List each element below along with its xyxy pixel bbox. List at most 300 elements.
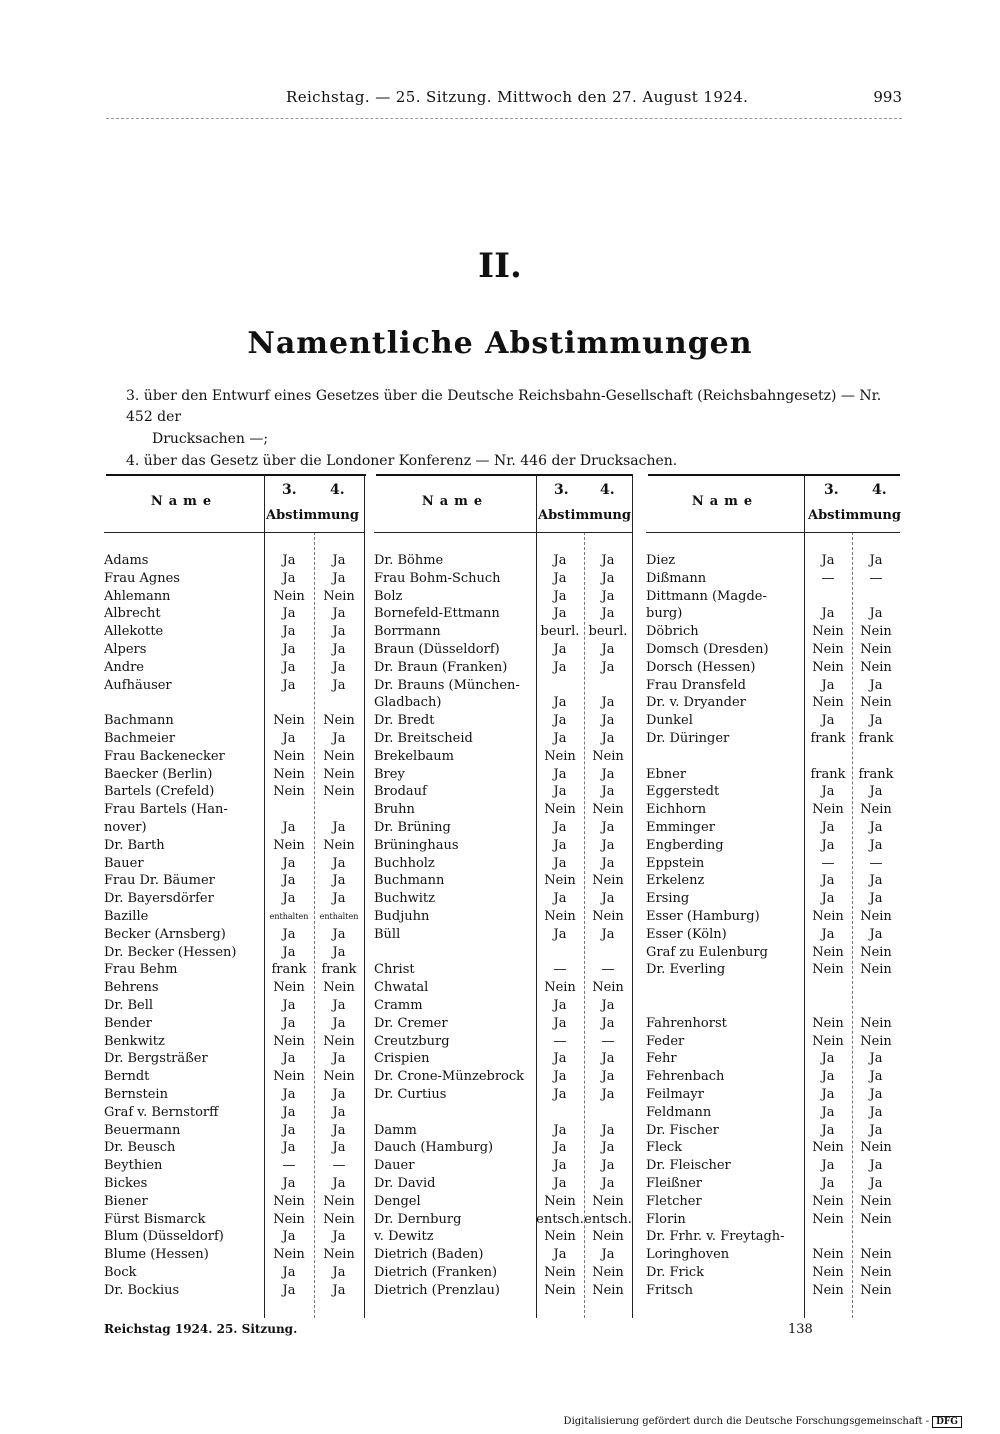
vote-3-value: Nein	[812, 642, 844, 657]
member-name: Dr. Fischer	[646, 1122, 719, 1138]
table-row	[104, 1086, 364, 1104]
member-name: Dauch (Hamburg)	[374, 1140, 494, 1156]
vote-4-value: enthalten	[319, 912, 359, 921]
table-row	[104, 1175, 364, 1193]
abstimmung-header: Abstimmung	[538, 508, 631, 523]
vote-3-value: frank	[810, 731, 846, 746]
vote-3-value: Ja	[282, 553, 296, 568]
vote-3-value: Ja	[553, 1140, 567, 1156]
vote-4-value: Ja	[869, 606, 883, 622]
table-row	[646, 890, 900, 908]
member-name: Esser (Hamburg)	[646, 909, 760, 924]
table-row	[104, 570, 364, 588]
vote-4-value: Ja	[869, 1051, 883, 1067]
vote-4-value: Ja	[601, 926, 615, 942]
vote-3-value: entsch.	[536, 1211, 584, 1227]
table-row	[374, 1193, 632, 1211]
vote-column-3	[646, 474, 900, 1318]
vote-3-value: Ja	[553, 820, 567, 835]
vote-3-value: Nein	[544, 980, 576, 996]
table-row	[104, 766, 364, 784]
vote-3-value: Ja	[553, 1122, 567, 1138]
vote-4-value: —	[332, 1158, 346, 1174]
table-row	[646, 855, 900, 873]
vote-3-value: Ja	[553, 855, 567, 871]
member-name: Bolz	[374, 588, 403, 604]
table-row	[104, 837, 364, 855]
member-name: Büll	[374, 926, 401, 942]
vote-3-value: Ja	[282, 642, 296, 657]
intro-item-3-cont: Drucksachen —;	[152, 431, 269, 447]
vote-4-value: Ja	[601, 659, 615, 675]
vote-4-value: —	[869, 570, 883, 586]
vote-3-value: Ja	[282, 873, 296, 889]
vote-4-value: Nein	[860, 1015, 892, 1031]
intro-item-4: 4. über das Gesetz über die Londoner Konferenz — Nr. 446 der Drucksachen.	[126, 453, 678, 469]
member-name: Beythien	[104, 1158, 163, 1174]
header-rule	[646, 532, 900, 533]
table-row	[104, 908, 364, 926]
vote-4-value: Ja	[869, 1104, 883, 1120]
name-header: Name	[150, 494, 218, 509]
member-name: Fritsch	[646, 1282, 693, 1298]
vote-3-value: —	[553, 1033, 567, 1049]
vote-3-value: frank	[271, 962, 307, 978]
vote-4-value: Ja	[601, 1247, 615, 1263]
vote-3-value: Nein	[544, 748, 576, 764]
table-row	[374, 1175, 632, 1193]
member-name: Eggerstedt	[646, 784, 720, 800]
table-row	[646, 677, 900, 695]
table-row	[104, 783, 364, 801]
table-row	[374, 766, 632, 784]
vote-4-value: Ja	[332, 1051, 346, 1067]
member-name: Benkwitz	[104, 1033, 165, 1049]
vote-4-value: Nein	[860, 944, 892, 960]
vote-4-value: Ja	[332, 891, 346, 907]
footer-sitting: Reichstag 1924. 25. Sitzung.	[104, 1322, 298, 1336]
member-name: Bartels (Crefeld)	[104, 784, 215, 800]
vote-3-value: Ja	[282, 659, 296, 675]
table-row	[374, 1122, 632, 1140]
table-row	[104, 997, 364, 1015]
intro-item-3: 3. über den Entwurf eines Gesetzes über die Deutsche Reichsbahn-Gesellschaft (Reichsbahngesetz) — Nr. 452 der	[126, 388, 882, 425]
member-name: Alpers	[104, 642, 147, 657]
vote-3-value: Nein	[273, 748, 305, 764]
vote-3-value: Ja	[821, 1176, 835, 1191]
table-row	[374, 1050, 632, 1068]
table-row	[104, 1104, 364, 1122]
member-name: Buchholz	[374, 855, 435, 871]
vote-4-value: Ja	[332, 1229, 346, 1245]
vote-3-value: Ja	[282, 1176, 296, 1191]
member-name: Dr. Dernburg	[374, 1211, 462, 1227]
vote-3-value: Ja	[553, 588, 567, 604]
table-row	[374, 748, 632, 766]
table-row	[104, 1033, 364, 1051]
member-name: Frau Behm	[104, 962, 178, 978]
vote-3-value: Nein	[812, 962, 844, 978]
vote-4-value: Nein	[323, 748, 355, 764]
table-row	[646, 1068, 900, 1086]
vote-4-value: Ja	[869, 1158, 883, 1174]
vote-4-value: entsch.	[584, 1211, 632, 1227]
member-name: Blume (Hessen)	[104, 1247, 209, 1263]
vote-3-value: Nein	[812, 659, 844, 675]
vote-4-value: Ja	[601, 820, 615, 835]
table-row	[646, 1228, 900, 1246]
table-row	[104, 819, 364, 837]
vote-4-value: Ja	[869, 926, 883, 942]
vote-4-value: Nein	[323, 1211, 355, 1227]
vote-3-value: Ja	[282, 855, 296, 871]
vote-3-value: Ja	[821, 606, 835, 622]
vote-3-value: Ja	[553, 784, 567, 800]
table-row	[646, 961, 900, 979]
table-row	[646, 1175, 900, 1193]
header-rule	[104, 532, 364, 533]
vote-3-value: Ja	[821, 1104, 835, 1120]
table-row	[104, 1264, 364, 1282]
member-name: Frau Backenecker	[104, 748, 225, 764]
vote-4-value: Nein	[323, 784, 355, 800]
member-name: Bernstein	[104, 1087, 168, 1102]
vote-3-value: Nein	[273, 980, 305, 996]
vote-4-value: Ja	[332, 944, 346, 960]
vote-4-value: Ja	[601, 855, 615, 871]
vote-4-value: Nein	[860, 909, 892, 924]
member-name: Bruhn	[374, 802, 415, 818]
vote-4-value: Ja	[869, 820, 883, 835]
table-row	[104, 1228, 364, 1246]
vote-4-value: Nein	[323, 588, 355, 604]
table-row	[646, 1050, 900, 1068]
vote-3-value: enthalten	[269, 912, 309, 921]
vote-4-value: Ja	[332, 1122, 346, 1138]
table-row	[374, 1068, 632, 1086]
member-name: Bender	[104, 1015, 152, 1031]
member-name: Feilmayr	[646, 1087, 704, 1102]
vote-4-value: beurl.	[588, 624, 628, 640]
vote-3-value: Ja	[282, 1229, 296, 1245]
vote-4-value: Ja	[601, 553, 615, 568]
table-row	[374, 926, 632, 944]
member-name: Christ	[374, 962, 415, 978]
vote-3-value: Nein	[544, 802, 576, 818]
vote-4-value: Ja	[332, 1087, 346, 1102]
table-row	[374, 819, 632, 837]
table-row	[374, 783, 632, 801]
vote-4-header: 4.	[872, 482, 887, 498]
vote-3-value: Ja	[282, 926, 296, 942]
vote-3-value: Ja	[282, 731, 296, 746]
vote-3-value: Nein	[273, 1033, 305, 1049]
table-row	[104, 1139, 364, 1157]
member-name: Ahlemann	[104, 588, 171, 604]
vote-4-value: frank	[321, 962, 357, 978]
member-name: Baecker (Berlin)	[104, 766, 213, 782]
vote-3-value: Ja	[282, 1015, 296, 1031]
table-row	[374, 855, 632, 873]
member-name: Dr. Bockius	[104, 1282, 180, 1298]
vote-4-value: Ja	[601, 1140, 615, 1156]
vote-4-value: Nein	[860, 1033, 892, 1049]
member-name: Dr. Everling	[646, 962, 726, 978]
section-title: Namentliche Abstimmungen	[247, 326, 753, 361]
vote-3-value: Nein	[812, 944, 844, 960]
table-row	[104, 748, 364, 766]
vote-4-value: Ja	[601, 1069, 615, 1085]
member-name: Fleißner	[646, 1176, 702, 1191]
member-name: Dietrich (Baden)	[374, 1247, 484, 1263]
member-name: Dißmann	[646, 570, 707, 586]
table-row	[374, 872, 632, 890]
vote-4-value: Ja	[601, 1015, 615, 1031]
vote-4-value: Ja	[332, 855, 346, 871]
member-name: Biener	[104, 1193, 148, 1209]
intro-text	[126, 386, 902, 473]
vote-3-value: Nein	[273, 784, 305, 800]
member-name: Fletcher	[646, 1193, 702, 1209]
column-divider	[364, 474, 365, 1318]
table-row	[646, 766, 900, 784]
vote-column-1	[104, 474, 364, 1318]
member-name: Dr. David	[374, 1176, 436, 1191]
vote-4-value: Ja	[601, 606, 615, 622]
vote-3-value: Ja	[821, 1087, 835, 1102]
vote-4-value: Nein	[323, 1247, 355, 1263]
table-row	[374, 605, 632, 623]
member-name: Gladbach)	[374, 695, 442, 711]
member-name: Fehrenbach	[646, 1069, 725, 1085]
table-row	[374, 588, 632, 606]
member-name: Ersing	[646, 891, 690, 907]
vote-3-value: Ja	[553, 1051, 567, 1067]
vote-4-value: Ja	[869, 553, 883, 568]
vote-3-header: 3.	[824, 482, 839, 498]
vote-3-value: Ja	[553, 606, 567, 622]
table-row	[374, 979, 632, 997]
vote-4-value: Ja	[601, 642, 615, 657]
vote-3-value: Ja	[553, 837, 567, 853]
vote-3-value: Ja	[553, 1015, 567, 1031]
vote-4-value: Ja	[332, 873, 346, 889]
vote-3-value: Nein	[812, 909, 844, 924]
vote-3-value: Ja	[821, 677, 835, 693]
vote-3-value: Ja	[553, 891, 567, 907]
table-row	[374, 1246, 632, 1264]
vote-4-value: Ja	[332, 553, 346, 568]
vote-4-value: frank	[858, 731, 894, 746]
vote-4-value: Nein	[860, 659, 892, 675]
vote-4-value: Ja	[869, 891, 883, 907]
member-name: Ebner	[646, 766, 687, 782]
table-row	[104, 588, 364, 606]
table-row	[374, 694, 632, 712]
vote-4-value: Nein	[860, 1140, 892, 1156]
table-row	[374, 1157, 632, 1175]
vote-3-value: Ja	[553, 713, 567, 729]
member-name: Borrmann	[374, 624, 441, 640]
vote-4-value: Ja	[869, 1176, 883, 1191]
vote-3-value: Nein	[544, 873, 576, 889]
table-row	[374, 961, 632, 979]
vote-4-value: Ja	[869, 713, 883, 729]
vote-column-2	[374, 474, 632, 1318]
vote-3-value: Ja	[553, 1158, 567, 1174]
vote-4-value: Nein	[592, 1265, 624, 1280]
member-name: Feder	[646, 1033, 685, 1049]
table-row	[646, 1122, 900, 1140]
table-row	[374, 801, 632, 819]
table-row	[104, 659, 364, 677]
member-name: Budjuhn	[374, 909, 430, 924]
vote-4-header: 4.	[600, 482, 615, 498]
member-name: Dr. v. Dryander	[646, 695, 746, 711]
vote-4-header: 4.	[330, 482, 345, 498]
vote-4-value: Nein	[860, 642, 892, 657]
table-row	[374, 908, 632, 926]
vote-4-value: Ja	[332, 1015, 346, 1031]
vote-3-value: Ja	[282, 998, 296, 1013]
member-name: Bachmann	[104, 713, 174, 729]
vote-4-value: Ja	[332, 731, 346, 746]
member-name: Döbrich	[646, 624, 699, 640]
table-row	[374, 623, 632, 641]
vote-4-value: Nein	[860, 1211, 892, 1227]
member-name: Florin	[646, 1211, 686, 1227]
vote-4-value: Ja	[601, 570, 615, 586]
vote-3-value: Nein	[544, 1229, 576, 1245]
vote-number-header	[872, 482, 887, 498]
vote-4-value: Ja	[869, 1122, 883, 1138]
vote-4-value: Ja	[601, 1158, 615, 1174]
vote-3-value: Nein	[544, 909, 576, 924]
member-name: Fleck	[646, 1140, 683, 1156]
vote-3-value: Nein	[812, 802, 844, 818]
vote-4-value: Ja	[601, 784, 615, 800]
table-row	[104, 926, 364, 944]
vote-3-value: Ja	[553, 553, 567, 568]
member-name: Creutzburg	[374, 1033, 450, 1049]
member-name: Graf v. Bernstorff	[104, 1104, 219, 1120]
vote-3-value: Ja	[282, 570, 296, 586]
table-row	[104, 855, 364, 873]
vote-3-value: Ja	[282, 624, 296, 640]
table-row	[104, 1068, 364, 1086]
table-row	[374, 659, 632, 677]
table-row	[646, 819, 900, 837]
member-name: Dr. Frhr. v. Freytagh-	[646, 1229, 785, 1245]
member-name: Bachmeier	[104, 731, 176, 746]
member-name: Fehr	[646, 1051, 677, 1067]
table-row	[374, 1033, 632, 1051]
vote-4-value: Nein	[592, 980, 624, 996]
table-row	[646, 926, 900, 944]
member-name: Beuermann	[104, 1122, 181, 1138]
vote-4-value: Ja	[332, 1176, 346, 1191]
member-name: Dr. Bergsträßer	[104, 1051, 208, 1067]
member-name: Dr. Breitscheid	[374, 731, 473, 746]
vote-4-value: Ja	[601, 1122, 615, 1138]
member-name: Fürst Bismarck	[104, 1211, 206, 1227]
member-name: Graf zu Eulenburg	[646, 944, 768, 960]
dfg-logo: DFG	[932, 1416, 962, 1428]
vote-4-value: Ja	[601, 998, 615, 1013]
vote-3-value: Nein	[812, 1140, 844, 1156]
vote-number-header	[554, 482, 569, 498]
running-title: Reichstag. — 25. Sitzung. Mittwoch den 27. August 1924.	[286, 88, 749, 106]
member-name: Dr. Bredt	[374, 713, 435, 729]
vote-4-value: Ja	[601, 1051, 615, 1067]
vote-4-value: Nein	[860, 1193, 892, 1209]
member-name: Dr. Becker (Hessen)	[104, 944, 237, 960]
vote-4-value: Nein	[592, 909, 624, 924]
member-name: Frau Bohm-Schuch	[374, 570, 501, 586]
member-name: Dr. Braun (Franken)	[374, 659, 508, 675]
table-row	[104, 1282, 364, 1300]
table-row	[374, 890, 632, 908]
vote-3-value: Nein	[812, 624, 844, 640]
table-row	[646, 641, 900, 659]
vote-4-value: Nein	[860, 802, 892, 818]
table-row	[646, 605, 900, 623]
vote-3-value: Nein	[273, 766, 305, 782]
table-row	[104, 623, 364, 641]
table-row	[104, 890, 364, 908]
table-row	[646, 1246, 900, 1264]
table-row	[104, 979, 364, 997]
vote-3-value: Ja	[282, 1282, 296, 1298]
vote-3-value: Ja	[282, 1265, 296, 1280]
abstimmung-header: Abstimmung	[808, 508, 901, 523]
member-name: Dauer	[374, 1158, 415, 1174]
member-name: Bornefeld-Ettmann	[374, 606, 500, 622]
member-name: Dr. Brüning	[374, 820, 451, 835]
member-name: Feldmann	[646, 1104, 712, 1120]
member-name: Becker (Arnsberg)	[104, 926, 226, 942]
member-name: Domsch (Dresden)	[646, 642, 769, 657]
vote-3-value: Ja	[821, 1051, 835, 1067]
table-row	[104, 730, 364, 748]
vote-4-value: Ja	[332, 606, 346, 622]
signature-number: 138	[788, 1322, 813, 1337]
table-row	[104, 1211, 364, 1229]
table-row	[646, 623, 900, 641]
vote-3-value: Nein	[273, 1247, 305, 1263]
vote-4-value: Ja	[332, 1265, 346, 1280]
digitization-credit	[564, 1416, 962, 1428]
name-header: Name	[421, 494, 489, 509]
vote-3-value: Nein	[812, 1265, 844, 1280]
vote-3-value: Ja	[821, 926, 835, 942]
member-name: Fahrenhorst	[646, 1015, 727, 1031]
table-row	[646, 1193, 900, 1211]
table-row	[646, 1282, 900, 1300]
vote-4-value: Nein	[592, 1193, 624, 1209]
table-row	[646, 694, 900, 712]
vote-3-value: Ja	[553, 1069, 567, 1085]
vote-4-value: Ja	[332, 677, 346, 693]
vote-4-value: Ja	[601, 588, 615, 604]
member-name: Dr. Düringer	[646, 731, 730, 746]
vote-3-value: Ja	[553, 570, 567, 586]
vote-3-value: Ja	[553, 766, 567, 782]
member-name: Dittmann (Magde-	[646, 588, 767, 604]
vote-4-value: Ja	[332, 659, 346, 675]
vote-3-value: Ja	[821, 1158, 835, 1174]
member-name: nover)	[104, 820, 147, 835]
